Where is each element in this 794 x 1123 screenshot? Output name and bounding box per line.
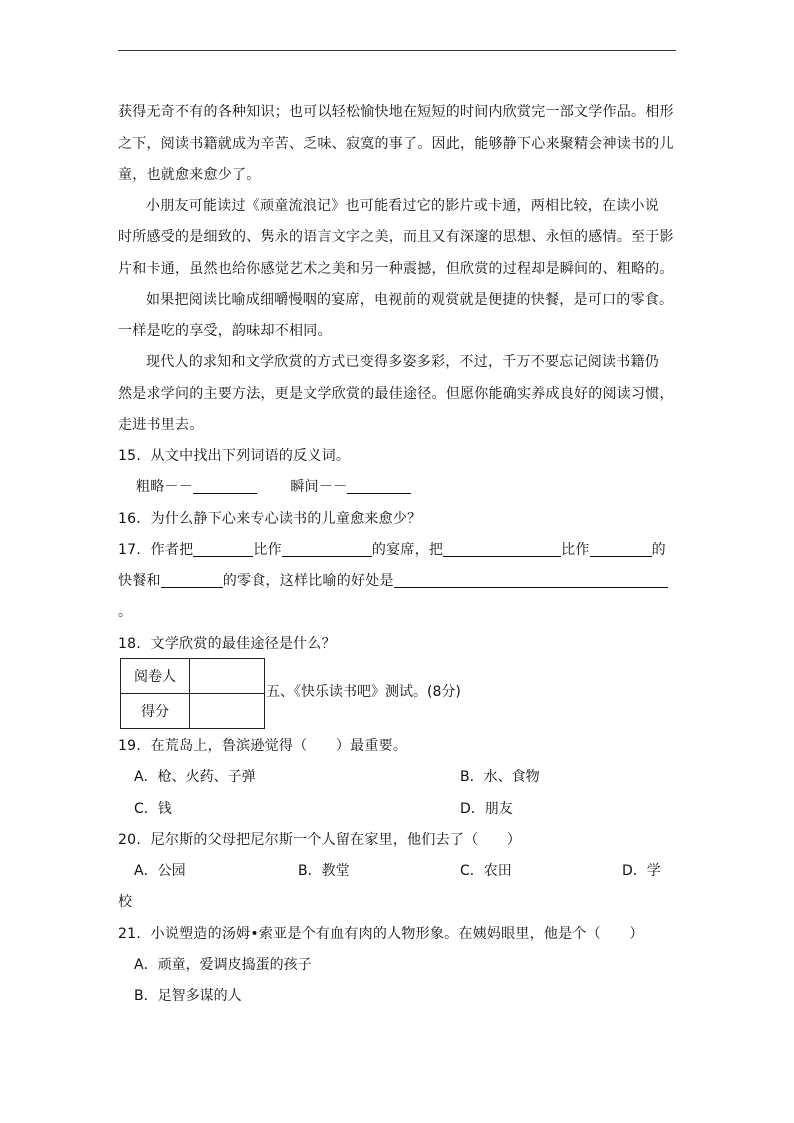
- q17-blank-1[interactable]: [193, 542, 253, 557]
- q17-blank-4[interactable]: [590, 542, 652, 557]
- score-table: [120, 658, 265, 729]
- q17-blank-2[interactable]: [282, 542, 372, 557]
- q17-text: 的宴席，把: [371, 542, 444, 558]
- question-15-answers: [136, 479, 411, 495]
- q17-text: 比作: [253, 542, 282, 558]
- q21-option-b[interactable]: B．足智多谋的人: [134, 988, 242, 1004]
- q15-word-a: 粗略－－: [136, 479, 193, 495]
- q15-blank-a[interactable]: [193, 479, 257, 494]
- section-5-title: 五、《快乐读书吧》测试。(8分): [266, 684, 461, 700]
- q19-option-b[interactable]: B．水、食物: [460, 769, 540, 785]
- q20-option-d-continued: 校: [118, 894, 133, 910]
- q17-text: 快餐和: [118, 573, 161, 589]
- q17-text: 比作: [561, 542, 590, 558]
- q20-option-b[interactable]: B．教堂: [298, 863, 350, 879]
- passage-line: 然是求学问的主要方法，更是文学欣赏的最佳途径。但愿你能确实养成良好的阅读习惯，: [118, 386, 674, 402]
- header-rule: [118, 50, 676, 51]
- passage-line: 时所感受的是细致的、隽永的语言文字之美，而且又有深邃的思想、永恒的感情。至于影: [118, 229, 674, 245]
- reviewer-label: 阅卷人: [121, 659, 190, 694]
- question-15-stem: 15．从文中找出下列词语的反义词。: [118, 448, 351, 464]
- passage-line: 片和卡通，虽然也给你感觉艺术之美和另一种震撼，但欣赏的过程却是瞬间的、粗略的。: [118, 261, 674, 277]
- q17-blank-6[interactable]: [394, 573, 668, 588]
- question-16-stem: 16．为什么静下心来专心读书的儿童愈来愈少？: [118, 511, 422, 527]
- q19-option-a[interactable]: A．枪、火药、子弹: [134, 769, 256, 785]
- q17-blank-5[interactable]: [161, 573, 223, 588]
- question-17-line1: [118, 542, 666, 558]
- q19-option-c[interactable]: C．钱: [134, 801, 172, 817]
- q19-option-d[interactable]: D．朋友: [460, 801, 513, 817]
- q15-blank-b[interactable]: [347, 479, 411, 494]
- passage-line: 走进书里去。: [118, 417, 204, 433]
- passage-line: 小朋友可能读过《顽童流浪记》也可能看过它的影片或卡通，两相比较，在读小说: [146, 198, 659, 214]
- q21-option-a[interactable]: A．顽童，爱调皮捣蛋的孩子: [134, 957, 312, 973]
- passage-line: 之下，阅读书籍就成为辛苦、乏味、寂寞的事了。因此，能够静下心来聚精会神读书的儿: [118, 136, 674, 152]
- reviewer-cell[interactable]: [190, 659, 265, 694]
- question-17-line2: [118, 573, 668, 589]
- q17-text: 17．作者把: [118, 542, 194, 558]
- q20-option-d[interactable]: D．学: [622, 863, 661, 879]
- q17-text: 的零食，这样比喻的好处是: [222, 573, 394, 589]
- question-17-end: 。: [118, 604, 133, 620]
- q15-word-b: 瞬间－－: [290, 479, 348, 495]
- question-20-stem: 20．尼尔斯的父母把尼尔斯一个人留在家里，他们去了（ ）: [118, 832, 522, 848]
- passage-line: 现代人的求知和文学欣赏的方式已变得多姿多彩，不过，千万不要忘记阅读书籍仍: [146, 354, 659, 370]
- question-19-stem: 19．在荒岛上，鲁滨逊觉得（ ）最重要。: [118, 738, 408, 754]
- q17-blank-3[interactable]: [443, 542, 561, 557]
- passage-line: 获得无奇不有的各种知识；也可以轻松愉快地在短短的时间内欣赏完一部文学作品。相形: [118, 104, 674, 120]
- q20-option-c[interactable]: C．农田: [460, 863, 512, 879]
- score-label: 得分: [121, 694, 190, 729]
- question-18-stem: 18．文学欣赏的最佳途径是什么？: [118, 636, 336, 652]
- question-21-stem: 21．小说塑造的汤姆•索亚是个有血有肉的人物形象。在姨妈眼里，他是个（ ）: [118, 926, 644, 942]
- q17-text: 的: [651, 542, 666, 558]
- passage-line: 一样是吃的享受，韵味却不相同。: [118, 323, 332, 339]
- passage-line: 童，也就愈来愈少了。: [118, 167, 261, 183]
- q20-option-a[interactable]: A．公园: [134, 863, 186, 879]
- passage-line: 如果把阅读比喻成细嚼慢咽的宴席，电视前的观赏就是便捷的快餐，是可口的零食。: [146, 292, 674, 308]
- score-cell[interactable]: [190, 694, 265, 729]
